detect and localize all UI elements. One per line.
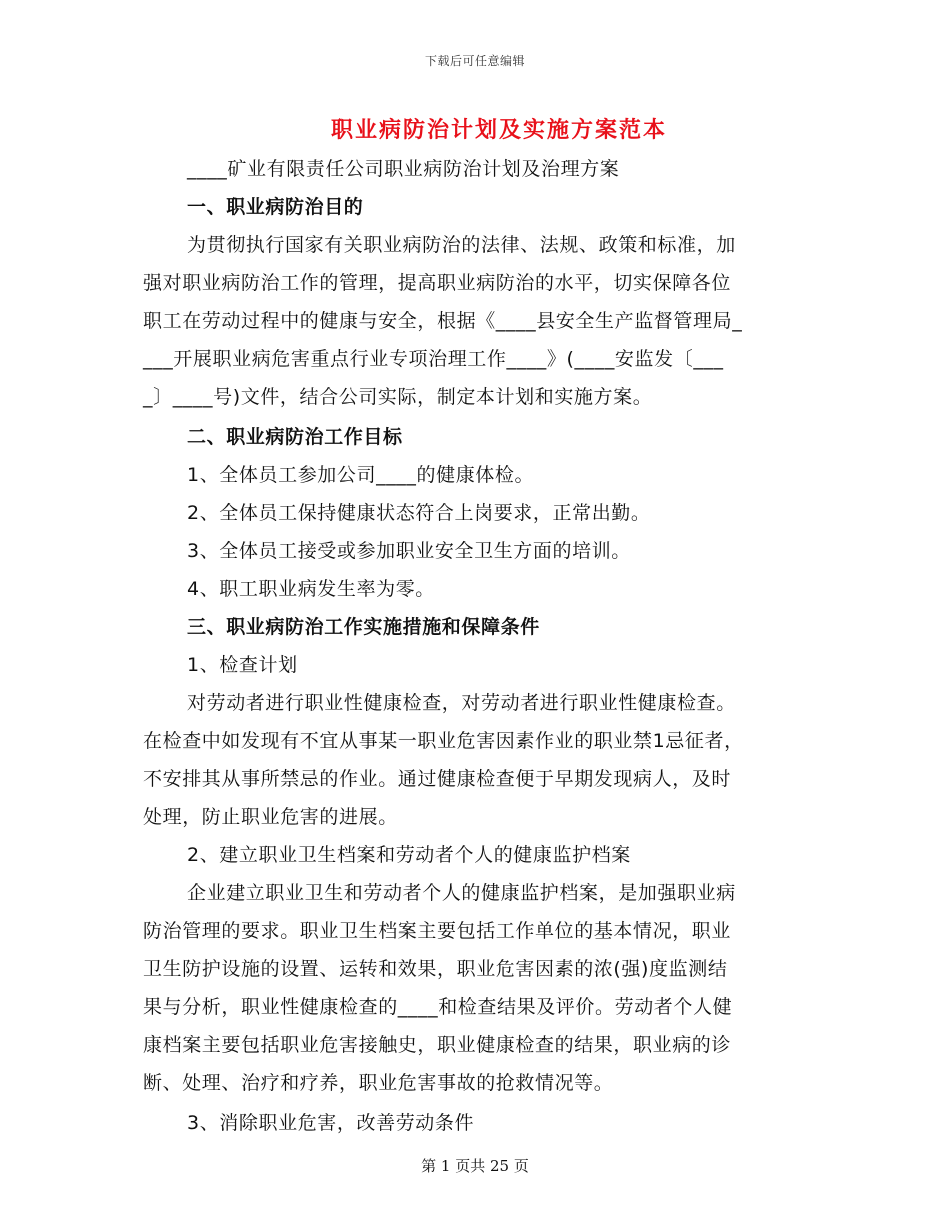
section-3-line: 在检查中如发现有不宜从事某一职业危害因素作业的职业禁1忌征者， [143, 730, 744, 752]
section-1-line: ___开展职业病危害重点行业专项治理工作____》(____安监发〔___ [143, 348, 724, 370]
section-1-line: _〕____号)文件，结合公司实际，制定本计划和实施方案。 [143, 386, 653, 408]
section-1-line: 强对职业病防治工作的管理，提高职业病防治的水平，切实保障各位 [143, 272, 732, 294]
header-note: 下载后可任意编辑 [424, 54, 525, 68]
section-3-subheading-3: 3、消除职业危害，改善劳动条件 [187, 1112, 475, 1134]
document-body [143, 150, 805, 1142]
section-2-item: 2、全体员工保持健康状态符合上岗要求，正常出勤。 [187, 502, 651, 524]
section-2-item: 1、全体员工参加公司____的健康体检。 [187, 464, 535, 486]
section-3-subheading-1: 1、检查计划 [187, 654, 298, 676]
section-2-item: 4、职工职业病发生率为零。 [187, 578, 435, 600]
section-3-line: 处理，防止职业危害的进展。 [143, 806, 398, 828]
document-subtitle: ____矿业有限责任公司职业病防治计划及治理方案 [187, 158, 620, 180]
section-3-line: 对劳动者进行职业性健康检查，对劳动者进行职业性健康检查。 [187, 692, 736, 714]
section-2-item: 3、全体员工接受或参加职业安全卫生方面的培训。 [187, 540, 631, 562]
section-3-line: 企业建立职业卫生和劳动者个人的健康监护档案，是加强职业病 [187, 882, 736, 904]
section-1-heading: 一、职业病防治目的 [187, 196, 364, 218]
document-title: 职业病防治计划及实施方案范本 [330, 118, 667, 143]
section-3-line: 不安排其从事所禁忌的作业。通过健康检查便于早期发现病人，及时 [143, 768, 732, 790]
section-3-line: 康档案主要包括职业危害接触史，职业健康检查的结果，职业病的诊 [143, 1034, 732, 1056]
section-1-line: 职工在劳动过程中的健康与安全，根据《____县安全生产监督管理局_ [143, 310, 743, 332]
section-3-heading: 三、职业病防治工作实施措施和保障条件 [187, 616, 540, 638]
section-3-line: 果与分析，职业性健康检查的____和检查结果及评价。劳动者个人健 [143, 996, 733, 1018]
section-3-subheading-2: 2、建立职业卫生档案和劳动者个人的健康监护档案 [187, 844, 631, 866]
section-3-line: 断、处理、治疗和疗养，职业危害事故的抢救情况等。 [143, 1072, 614, 1094]
section-1-line: 为贯彻执行国家有关职业病防治的法律、法规、政策和标准，加 [187, 234, 736, 256]
section-3-line: 防治管理的要求。职业卫生档案主要包括工作单位的基本情况，职业 [143, 920, 732, 942]
section-2-heading: 二、职业病防治工作目标 [187, 426, 403, 448]
page-footer: 第 1 页共 25 页 [421, 1157, 529, 1175]
section-3-line: 卫生防护设施的设置、运转和效果，职业危害因素的浓(强)度监测结 [143, 958, 728, 980]
